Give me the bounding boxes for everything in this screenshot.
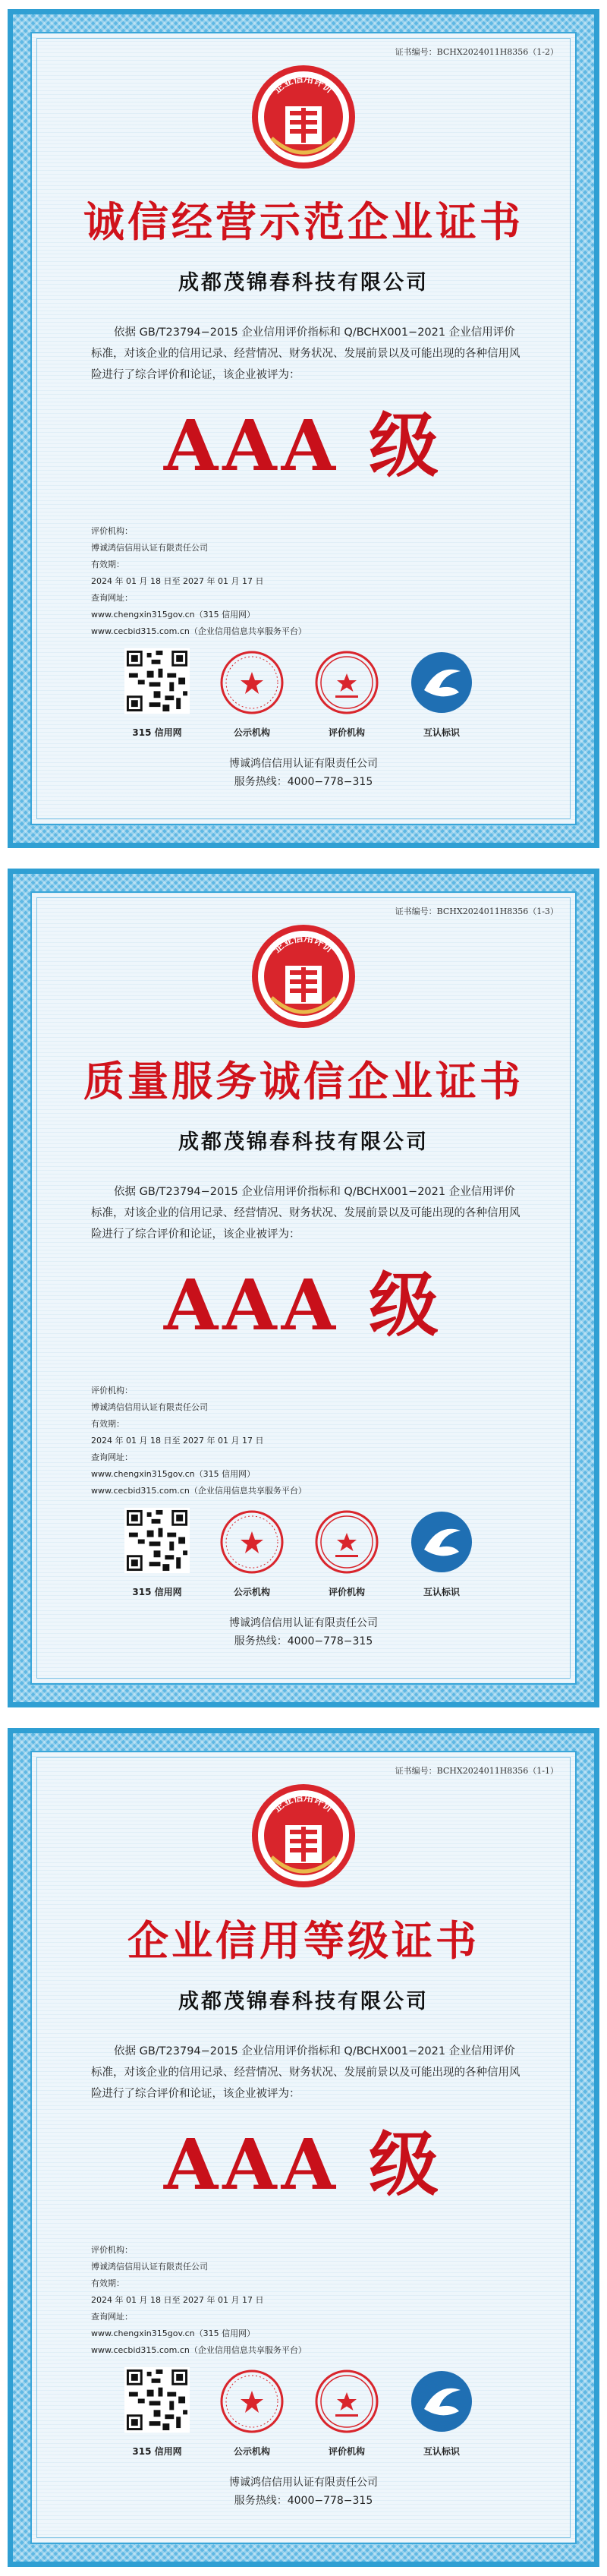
mutual-recognition-logo-icon bbox=[407, 648, 476, 717]
certificate-number: 证书编号：BCHX2024011H8356（1-1） bbox=[395, 1766, 558, 1776]
query-label: 查询网址： bbox=[91, 1452, 133, 1462]
seal-icon bbox=[218, 648, 286, 717]
footer-org: 博诚鸿信信用认证有限责任公司 bbox=[229, 1617, 378, 1629]
footer-org: 博诚鸿信信用认证有限责任公司 bbox=[229, 758, 378, 770]
badge-row bbox=[123, 1508, 484, 1606]
valid-period: 2024 年 01 月 18 日至 2027 年 01 月 17 日 bbox=[91, 2295, 264, 2305]
qr-code-icon[interactable] bbox=[124, 648, 190, 714]
query-url-1[interactable]: www.chengxin315gov.cn（315 信用网） bbox=[91, 610, 256, 620]
certificate-body-text: 依据 GB/T23794−2015 企业信用评价指标和 Q/BCHX001−2021 企业信用评价标准，对该企业的信用记录、经营情况、财务状况、发展前景以及可能出现的各种信用风险进行了综合评价和论证，该企业被评为： bbox=[91, 1186, 521, 1241]
badge-caption: 315 信用网 bbox=[132, 727, 182, 738]
badge-caption: 公示机构 bbox=[233, 727, 270, 738]
org-name: 博诚鸿信信用认证有限责任公司 bbox=[91, 1402, 208, 1412]
badge-public bbox=[218, 648, 286, 738]
badge-caption: 评价机构 bbox=[328, 727, 365, 738]
org-label: 评价机构： bbox=[91, 526, 133, 536]
emblem-icon bbox=[249, 1781, 358, 1890]
seal-icon bbox=[218, 1508, 286, 1576]
qr-code-icon[interactable] bbox=[124, 2367, 190, 2433]
badge-public bbox=[218, 2367, 286, 2457]
badge-evaluation bbox=[313, 648, 381, 738]
badge-row bbox=[123, 648, 484, 747]
badge-evaluation bbox=[313, 1508, 381, 1597]
certificate-body-text: 依据 GB/T23794−2015 企业信用评价指标和 Q/BCHX001−2021 企业信用评价标准，对该企业的信用记录、经营情况、财务状况、发展前景以及可能出现的各种信用风险进行了综合评价和论证，该企业被评为： bbox=[91, 2045, 521, 2100]
credit-grade: AAA 级 bbox=[163, 2124, 444, 2206]
svg-text:企业信用评价: 企业信用评价 bbox=[271, 1792, 336, 1815]
seal-icon bbox=[313, 648, 381, 717]
valid-label: 有效期： bbox=[91, 2278, 124, 2288]
certificate-body-text: 依据 GB/T23794−2015 企业信用评价指标和 Q/BCHX001−2021 企业信用评价标准，对该企业的信用记录、经营情况、财务状况、发展前景以及可能出现的各种信用风险进行了综合评价和论证，该企业被评为： bbox=[91, 326, 521, 381]
badge-caption: 315 信用网 bbox=[132, 1587, 182, 1597]
badge-mutual bbox=[407, 1508, 476, 1597]
query-label: 查询网址： bbox=[91, 2312, 133, 2322]
query-url-2[interactable]: www.cecbid315.com.cn（企业信用信息共享服务平台） bbox=[91, 1486, 307, 1496]
certificate-inner-panel bbox=[30, 1751, 577, 2544]
company-name: 成都茂锦春科技有限公司 bbox=[178, 1130, 429, 1154]
certificate-info bbox=[91, 1383, 307, 1499]
footer-hotline: 服务热线：4000−778−315 bbox=[234, 2495, 373, 2507]
footer-hotline: 服务热线：4000−778−315 bbox=[234, 1635, 373, 1647]
credit-grade: AAA 级 bbox=[163, 405, 444, 487]
svg-text:企业信用评价: 企业信用评价 bbox=[271, 932, 336, 956]
org-name: 博诚鸿信信用认证有限责任公司 bbox=[91, 543, 208, 553]
mutual-recognition-logo-icon bbox=[407, 2367, 476, 2436]
emblem-icon bbox=[249, 62, 358, 172]
badge-mutual bbox=[407, 648, 476, 738]
certificate-info bbox=[91, 523, 307, 640]
org-name: 博诚鸿信信用认证有限责任公司 bbox=[91, 2262, 208, 2272]
seal-icon bbox=[313, 2367, 381, 2436]
footer-hotline: 服务热线：4000−778−315 bbox=[234, 776, 373, 788]
query-label: 查询网址： bbox=[91, 593, 133, 603]
company-name: 成都茂锦春科技有限公司 bbox=[178, 271, 429, 295]
badge-315 bbox=[123, 2367, 191, 2457]
valid-period: 2024 年 01 月 18 日至 2027 年 01 月 17 日 bbox=[91, 576, 264, 586]
badge-caption: 互认标识 bbox=[423, 1587, 460, 1597]
certificate-footer bbox=[32, 2474, 575, 2510]
badge-caption: 互认标识 bbox=[423, 2446, 460, 2457]
valid-period: 2024 年 01 月 18 日至 2027 年 01 月 17 日 bbox=[91, 1436, 264, 1446]
certificate-3 bbox=[8, 1728, 599, 2567]
company-name: 成都茂锦春科技有限公司 bbox=[178, 1990, 429, 2013]
certificate-title: 诚信经营示范企业证书 bbox=[83, 197, 524, 246]
certificate-title: 企业信用等级证书 bbox=[127, 1916, 480, 1965]
badge-315 bbox=[123, 648, 191, 738]
org-label: 评价机构： bbox=[91, 1386, 133, 1395]
certificate-number: 证书编号：BCHX2024011H8356（1-2） bbox=[395, 47, 558, 57]
certificate-number: 证书编号：BCHX2024011H8356（1-3） bbox=[395, 906, 558, 916]
badge-public bbox=[218, 1508, 286, 1597]
badge-evaluation bbox=[313, 2367, 381, 2457]
badge-row bbox=[123, 2367, 484, 2466]
badge-mutual bbox=[407, 2367, 476, 2457]
query-url-2[interactable]: www.cecbid315.com.cn（企业信用信息共享服务平台） bbox=[91, 626, 307, 636]
svg-text:企业信用评价: 企业信用评价 bbox=[271, 73, 336, 96]
footer-org: 博诚鸿信信用认证有限责任公司 bbox=[229, 2477, 378, 2489]
certificate-title: 质量服务诚信企业证书 bbox=[83, 1057, 524, 1105]
badge-caption: 评价机构 bbox=[328, 2446, 365, 2457]
mutual-recognition-logo-icon bbox=[407, 1508, 476, 1576]
valid-label: 有效期： bbox=[91, 1419, 124, 1429]
badge-caption: 公示机构 bbox=[233, 1587, 270, 1597]
certificate-info bbox=[91, 2242, 307, 2359]
certificate-1 bbox=[8, 9, 599, 848]
query-url-2[interactable]: www.cecbid315.com.cn（企业信用信息共享服务平台） bbox=[91, 2345, 307, 2355]
badge-caption: 315 信用网 bbox=[132, 2446, 182, 2457]
org-label: 评价机构： bbox=[91, 2245, 133, 2255]
badge-caption: 互认标识 bbox=[423, 727, 460, 738]
certificate-footer bbox=[32, 1614, 575, 1651]
credit-grade: AAA 级 bbox=[163, 1264, 444, 1346]
qr-code-icon[interactable] bbox=[124, 1508, 190, 1573]
query-url-1[interactable]: www.chengxin315gov.cn（315 信用网） bbox=[91, 2328, 256, 2338]
badge-315 bbox=[123, 1508, 191, 1597]
seal-icon bbox=[218, 2367, 286, 2436]
query-url-1[interactable]: www.chengxin315gov.cn（315 信用网） bbox=[91, 1469, 256, 1479]
certificate-footer bbox=[32, 755, 575, 791]
valid-label: 有效期： bbox=[91, 560, 124, 569]
certificate-inner-panel bbox=[30, 891, 577, 1685]
seal-icon bbox=[313, 1508, 381, 1576]
badge-caption: 公示机构 bbox=[233, 2446, 270, 2457]
badge-caption: 评价机构 bbox=[328, 1587, 365, 1597]
emblem-icon bbox=[249, 922, 358, 1031]
certificate-inner-panel bbox=[30, 32, 577, 825]
certificate-2 bbox=[8, 869, 599, 1707]
